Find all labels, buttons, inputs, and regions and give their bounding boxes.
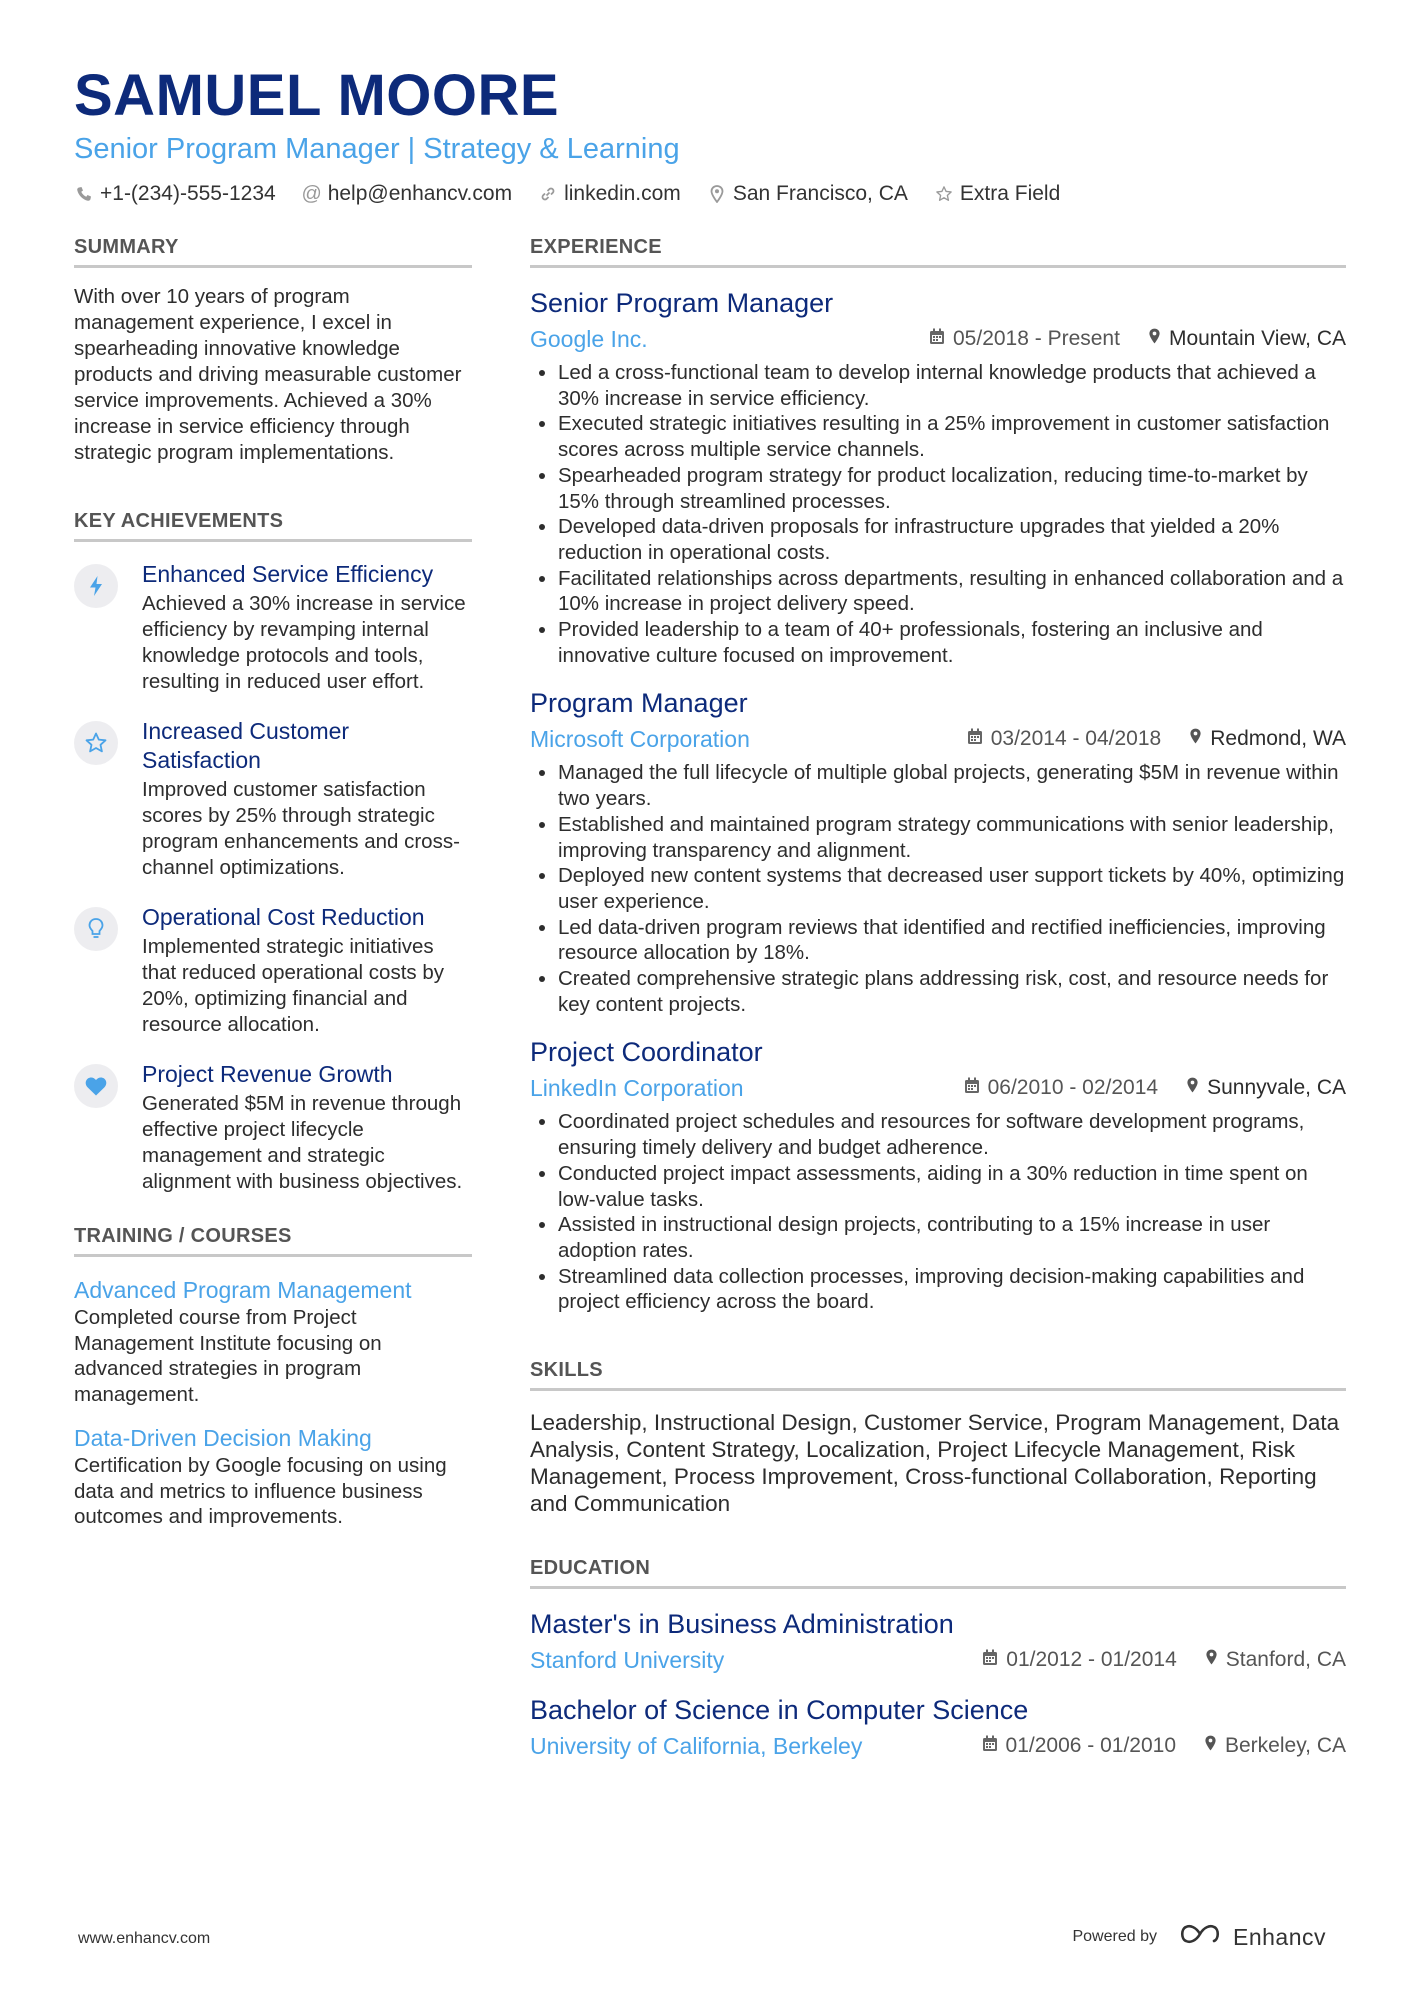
- job-meta: [530, 1073, 1346, 1103]
- bolt-icon: [74, 564, 118, 608]
- achievement-title: Project Revenue Growth: [142, 1061, 393, 1087]
- job-entry: [530, 1035, 1346, 1315]
- job-entry: [530, 286, 1346, 668]
- experience-heading: EXPERIENCE: [530, 236, 1346, 268]
- contact-linkedin-text: linkedin.com: [564, 182, 681, 205]
- candidate-title: Senior Program Manager | Strategy & Learning: [74, 133, 680, 165]
- contact-location: [707, 182, 908, 206]
- job-bullet: • Created comprehensive strategic plans addressing risk, cost, and resource needs for key content projects.: [558, 966, 1346, 1017]
- skills-section: [530, 1359, 1346, 1517]
- job-bullet: • Spearheaded program strategy for product localization, reducing time-to-market by 15% through streamlined processes.: [558, 463, 1346, 514]
- location-icon: [1205, 1648, 1218, 1672]
- job-bullet: • Executed strategic initiatives resulting in a 25% improvement in customer satisfaction scores across multiple service channels.: [558, 411, 1346, 462]
- phone-icon: [74, 184, 94, 204]
- summary-heading: SUMMARY: [74, 236, 472, 268]
- contact-extra: [934, 182, 1060, 206]
- education-meta: [530, 1731, 1346, 1761]
- job-bullet: • Led a cross-functional team to develop internal knowledge products that achieved a 30% increase in service efficiency.: [558, 360, 1346, 411]
- job-company: Google Inc.: [530, 325, 648, 352]
- job-dates: [967, 727, 1161, 751]
- job-bullet: • Established and maintained program strategy communications with senior leadership, improving transparency and alignment.: [558, 812, 1346, 863]
- calendar-icon: [982, 1648, 998, 1672]
- job-bullet: • Streamlined data collection processes, improving decision-making capabilities and project efficiency across the board.: [558, 1264, 1346, 1315]
- job-bullet: • Provided leadership to a team of 40+ professionals, fostering an inclusive and innovative culture focused on improvement.: [558, 617, 1346, 668]
- job-bullets: [530, 360, 1346, 668]
- summary-section: [74, 236, 472, 466]
- calendar-icon: [964, 1076, 980, 1100]
- job-bullets: [530, 760, 1346, 1017]
- school-name: University of California, Berkeley: [530, 1732, 863, 1759]
- brand-name: Enhancv: [1232, 1923, 1326, 1950]
- calendar-icon: [929, 327, 945, 351]
- education-dates: [982, 1648, 1176, 1672]
- education-entry: [530, 1693, 1346, 1761]
- job-meta: [530, 724, 1346, 754]
- degree-title: Master's in Business Administration: [530, 1609, 954, 1640]
- contact-extra-text: Extra Field: [959, 182, 1061, 205]
- job-bullet: • Managed the full lifecycle of multiple global projects, generating $5M in revenue within two years.: [558, 760, 1346, 811]
- education-location-text: Berkeley, CA: [1225, 1734, 1346, 1758]
- job-location-text: Sunnyvale, CA: [1207, 1076, 1346, 1100]
- course-desc: Completed course from Project Management Institute focusing on advanced strategies in program management.: [74, 1306, 382, 1406]
- achievement-desc: Achieved a 30% increase in service efficiency by revamping internal knowledge protocols and tools, resulting in reduced user effort.: [142, 592, 466, 693]
- location-icon: [1189, 727, 1202, 751]
- contact-linkedin[interactable]: [538, 182, 681, 206]
- education-meta: [530, 1645, 1346, 1675]
- course-item: [74, 1275, 472, 1407]
- job-bullet: • Facilitated relationships across departments, resulting in enhanced collaboration and a 10% increase in project delivery speed.: [558, 566, 1346, 617]
- achievements-heading: KEY ACHIEVEMENTS: [74, 510, 472, 542]
- degree-title: Bachelor of Science in Computer Science: [530, 1695, 1029, 1726]
- education-dates-text: 01/2012 - 01/2014: [1006, 1648, 1177, 1672]
- job-location: [1148, 327, 1346, 351]
- achievement-title: Increased Customer Satisfaction: [142, 718, 350, 773]
- contact-location-text: San Francisco, CA: [732, 182, 908, 205]
- job-dates: [964, 1076, 1158, 1100]
- star-icon: [74, 721, 118, 765]
- job-dates-text: 05/2018 - Present: [953, 327, 1120, 350]
- job-bullet: • Developed data-driven proposals for infrastructure upgrades that yielded a 20% reduction in operational costs.: [558, 514, 1346, 565]
- footer-branding: [1072, 1922, 1326, 1952]
- job-role: Senior Program Manager: [530, 288, 834, 318]
- job-bullet: • Deployed new content systems that decreased user support tickets by 40%, optimizing user experience.: [558, 863, 1346, 914]
- summary-text: With over 10 years of program management experience, I excel in spearheading innovative knowledge products and driving measurable customer service improvements. Achieved a 30% increase in service efficiency through strategic program implementations.: [74, 285, 462, 464]
- location-icon: [1186, 1076, 1199, 1100]
- contact-bar: [74, 182, 1344, 206]
- experience-section: [530, 236, 1346, 1315]
- job-role: Program Manager: [530, 688, 748, 719]
- training-section: [74, 1225, 472, 1530]
- enhancv-logo[interactable]: [1177, 1922, 1326, 1952]
- location-icon: [707, 184, 727, 204]
- left-column: [74, 236, 472, 1546]
- education-section: [530, 1557, 1346, 1761]
- contact-phone[interactable]: [74, 182, 276, 206]
- heart-icon: [74, 1064, 118, 1108]
- education-dates: [982, 1734, 1176, 1758]
- education-dates-text: 01/2006 - 01/2010: [1005, 1734, 1176, 1758]
- achievement-item: [74, 1060, 472, 1195]
- achievement-title: Operational Cost Reduction: [142, 904, 425, 930]
- job-location: [1189, 727, 1346, 751]
- skills-text: Leadership, Instructional Design, Customer Service, Program Management, Data Analysis, Content Strategy, Localization, Project Lifecycle Management, Risk Management, Process Improvement, Cross-functional Collaboration, Reporting and Communication: [530, 1410, 1340, 1517]
- training-heading: TRAINING / COURSES: [74, 1225, 472, 1257]
- star-icon: [934, 184, 954, 204]
- achievement-title: Enhanced Service Efficiency: [142, 561, 434, 587]
- job-location-text: Mountain View, CA: [1168, 327, 1346, 350]
- lightbulb-icon: [74, 907, 118, 951]
- resume-header: [74, 60, 1344, 206]
- job-meta: [530, 324, 1346, 354]
- contact-phone-text: +1-(234)-555-1234: [100, 182, 276, 205]
- course-title: Data-Driven Decision Making: [74, 1425, 372, 1451]
- job-dates-text: 06/2010 - 02/2014: [987, 1076, 1159, 1100]
- course-desc: Certification by Google focusing on using data and metrics to influence business outcomes and improvements.: [74, 1454, 447, 1528]
- achievement-item: [74, 717, 472, 881]
- calendar-icon: [967, 727, 983, 751]
- achievement-desc: Improved customer satisfaction scores by 25% through strategic program enhancements and cross-channel optimizations.: [142, 778, 460, 879]
- job-dates: [929, 327, 1120, 351]
- at-icon: @: [301, 182, 322, 205]
- link-icon: [538, 184, 558, 204]
- infinity-icon: [1177, 1922, 1223, 1952]
- achievement-desc: Generated $5M in revenue through effective project lifecycle management and strategic alignment with business objectives.: [142, 1092, 463, 1193]
- achievement-item: [74, 903, 472, 1038]
- course-title: Advanced Program Management: [74, 1277, 412, 1303]
- job-bullet: • Conducted project impact assessments, aiding in a 30% reduction in time spent on low-value tasks.: [558, 1161, 1346, 1212]
- job-bullet: • Led data-driven program reviews that identified and rectified inefficiencies, improving resource allocation by 18%.: [558, 915, 1346, 966]
- education-location: [1204, 1734, 1346, 1758]
- job-location: [1186, 1076, 1346, 1100]
- course-item: [74, 1423, 472, 1530]
- location-icon: [1148, 327, 1161, 351]
- job-bullet: • Coordinated project schedules and resources for software development programs, ensuring timely delivery and budget adherence.: [558, 1109, 1346, 1160]
- job-entry: [530, 686, 1346, 1017]
- achievement-item: [74, 560, 472, 695]
- contact-email-text: help@enhancv.com: [327, 182, 513, 205]
- job-bullet: • Assisted in instructional design projects, contributing to a 15% increase in user adoption rates.: [558, 1212, 1346, 1263]
- job-role: Project Coordinator: [530, 1037, 763, 1068]
- education-location: [1205, 1648, 1346, 1672]
- job-dates-text: 03/2014 - 04/2018: [990, 727, 1162, 751]
- footer-website[interactable]: www.enhancv.com: [78, 1930, 211, 1947]
- school-name: Stanford University: [530, 1646, 725, 1673]
- job-company: LinkedIn Corporation: [530, 1074, 744, 1101]
- education-heading: EDUCATION: [530, 1557, 1346, 1589]
- powered-by-label: Powered by: [1072, 1928, 1157, 1945]
- candidate-name: SAMUEL MOORE: [74, 63, 560, 128]
- right-column: [530, 236, 1346, 1779]
- location-icon: [1204, 1734, 1217, 1758]
- achievements-section: [74, 510, 472, 1195]
- job-location-text: Redmond, WA: [1210, 727, 1346, 751]
- education-entry: [530, 1607, 1346, 1675]
- contact-email[interactable]: [302, 182, 512, 206]
- education-location-text: Stanford, CA: [1225, 1648, 1346, 1672]
- job-bullets: [530, 1109, 1346, 1315]
- achievement-desc: Implemented strategic initiatives that reduced operational costs by 20%, optimizing financial and resource allocation.: [142, 935, 444, 1036]
- skills-heading: SKILLS: [530, 1359, 1346, 1391]
- calendar-icon: [982, 1734, 998, 1758]
- job-company: Microsoft Corporation: [530, 725, 750, 752]
